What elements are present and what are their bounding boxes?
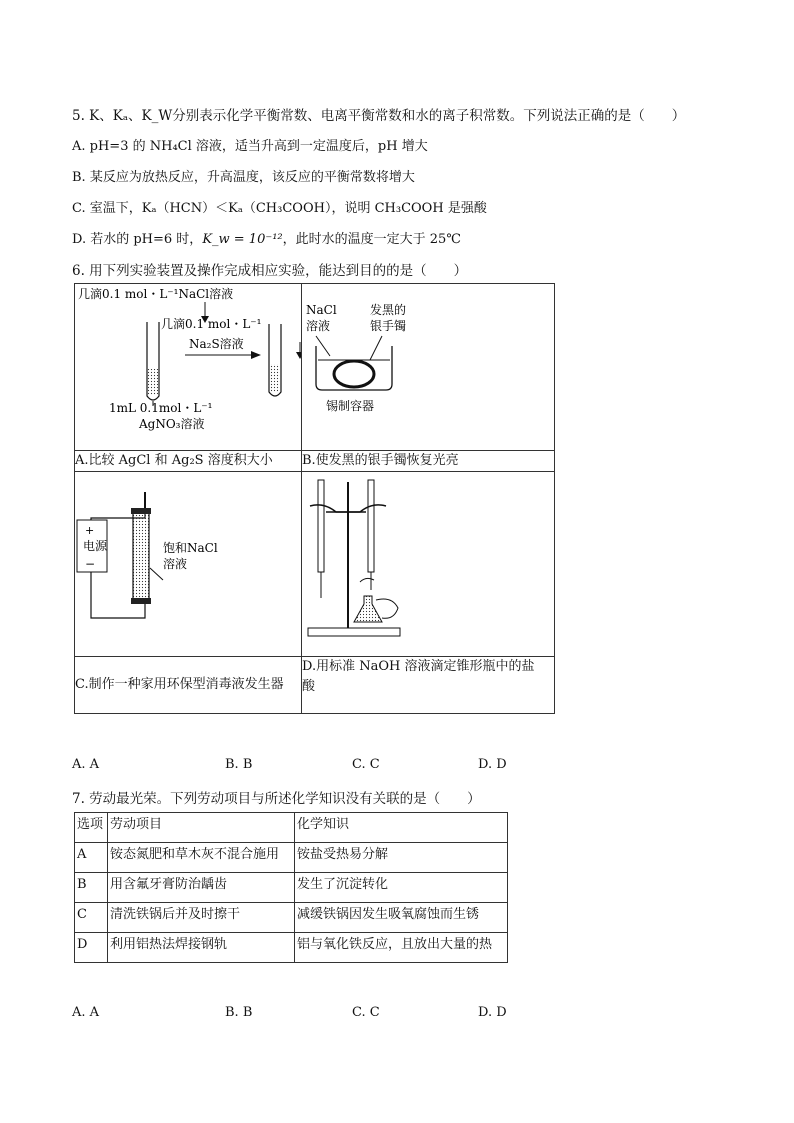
q7-header-option: 选项 — [75, 813, 108, 843]
q6-caption-d-line1: D.用标准 NaOH 溶液滴定锥形瓶中的盐 — [302, 659, 535, 674]
fig-d-burette-right — [368, 480, 374, 572]
q6-figure-grid — [74, 283, 555, 714]
fig-a-agno3-label1: 1mL 0.1mol・L⁻¹ — [109, 401, 213, 415]
q7-table — [74, 812, 508, 963]
q7-header-labor: 劳动项目 — [108, 813, 295, 843]
fig-a-drop1-label: 几滴0.1 mol・L⁻¹NaCl溶液 — [78, 287, 234, 301]
q6-answer-d[interactable]: D. D — [478, 757, 507, 772]
q7-row-b-option: B — [75, 873, 108, 903]
q6-caption-c: C.制作一种家用环保型消毒液发生器 — [75, 657, 302, 714]
q5-option-c[interactable]: C. 室温下，Kₐ（HCN）＜Kₐ（CH₃COOH），说明 CH₃COOH 是强酸 — [72, 201, 487, 216]
q7-answer-a[interactable]: A. A — [72, 1005, 100, 1020]
q5-option-b[interactable]: B. 某反应为放热反应，升高温度，该反应的平衡常数将增大 — [72, 170, 415, 185]
fig-a-na2s-label: Na₂S溶液 — [189, 337, 244, 351]
q6-caption-d-line2: 酸 — [302, 679, 316, 694]
q5-option-d-math: K_w = 10⁻¹² — [202, 232, 283, 247]
q7-header-knowledge: 化学知识 — [295, 813, 508, 843]
q7-row-a-labor: 铵态氮肥和草木灰不混合施用 — [108, 843, 295, 873]
table-row — [75, 843, 508, 873]
fig-d-titration-diagram — [302, 472, 554, 652]
fig-c-electrolysis-diagram — [75, 472, 301, 652]
fig-d-stand-base — [308, 628, 400, 636]
fig-a-agno3-label2: AgNO₃溶液 — [139, 417, 205, 431]
q6-fig-b-cell — [302, 284, 555, 451]
fig-c-electrolyzer — [133, 510, 149, 602]
q7-row-d-knowledge: 铝与氧化铁反应，且放出大量的热 — [295, 933, 508, 963]
fig-c-power-label2: 源 — [95, 539, 108, 553]
fig-b-container-diagram — [302, 284, 554, 446]
q6-fig-a-cell — [75, 284, 302, 451]
fig-b-container-label: 锡制容器 — [326, 399, 375, 413]
fig-d-hand — [376, 599, 398, 618]
q7-row-a-option: A — [75, 843, 108, 873]
fig-a-tubes-diagram — [75, 284, 301, 446]
fig-b-black-label2: 银手镯 — [370, 319, 407, 333]
q6-caption-a: A.比较 AgCl 和 Ag₂S 溶度积大小 — [75, 451, 302, 472]
q7-row-a-knowledge: 铵盐受热易分解 — [295, 843, 508, 873]
fig-d-burette-left — [318, 480, 324, 572]
q6-stem: 6. 用下列实验装置及操作完成相应实验，能达到目的的是（ ） — [72, 263, 468, 279]
q6-answer-b[interactable]: B. B — [225, 757, 253, 772]
q7-row-c-option: C — [75, 903, 108, 933]
q7-answer-d[interactable]: D. D — [478, 1005, 507, 1020]
table-row — [75, 933, 508, 963]
fig-c-power-label1: 电 — [83, 539, 96, 553]
q7-answer-b[interactable]: B. B — [225, 1005, 253, 1020]
q7-row-d-labor: 利用铝热法焊接钢轨 — [108, 933, 295, 963]
table-row — [75, 903, 508, 933]
q7-answer-c[interactable]: C. C — [352, 1005, 380, 1020]
fig-a-drop2-label: 几滴0.1 mol・L⁻¹ — [161, 317, 262, 331]
fig-c-sat-label2: 溶液 — [163, 557, 188, 571]
q6-fig-c-cell — [75, 472, 302, 657]
q5-option-d-post: ，此时水的温度一定大于 25℃ — [282, 232, 461, 247]
q6-answer-a[interactable]: A. A — [72, 757, 100, 772]
q7-row-b-knowledge: 发生了沉淀转化 — [295, 873, 508, 903]
fig-b-nacl-label1: NaCl — [306, 303, 337, 317]
q5-option-d[interactable] — [72, 228, 461, 247]
fig-c-sat-label1: 饱和NaCl — [163, 541, 218, 555]
q6-caption-d — [302, 657, 555, 714]
q6-caption-b: B.使发黑的银手镯恢复光亮 — [302, 451, 555, 472]
q5-stem: 5. K、Kₐ、K_W分别表示化学平衡常数、电离平衡常数和水的离子积常数。下列说法正确的是（ ） — [72, 108, 686, 124]
q7-row-c-labor: 清洗铁锅后并及时擦干 — [108, 903, 295, 933]
table-row — [75, 873, 508, 903]
q7-row-d-option: D — [75, 933, 108, 963]
q7-row-c-knowledge: 减缓铁锅因发生吸氧腐蚀而生锈 — [295, 903, 508, 933]
fig-b-bracelet — [334, 361, 374, 387]
q5-option-a[interactable]: A. pH=3 的 NH₄Cl 溶液，适当升高到一定温度后，pH 增大 — [72, 139, 428, 154]
q7-row-b-labor: 用含氟牙膏防治龋齿 — [108, 873, 295, 903]
q7-stem: 7. 劳动最光荣。下列劳动项目与所述化学知识没有关联的是（ ） — [72, 791, 481, 807]
q6-fig-d-cell — [302, 472, 555, 657]
fig-c-minus: − — [85, 557, 96, 571]
fig-b-black-label1: 发黑的 — [370, 303, 407, 317]
fig-c-plus: + — [85, 524, 95, 537]
q7-table-header — [75, 813, 508, 843]
fig-b-nacl-label2: 溶液 — [306, 319, 331, 333]
q6-answer-c[interactable]: C. C — [352, 757, 380, 772]
q5-option-d-pre: D. 若水的 pH=6 时， — [72, 232, 203, 247]
